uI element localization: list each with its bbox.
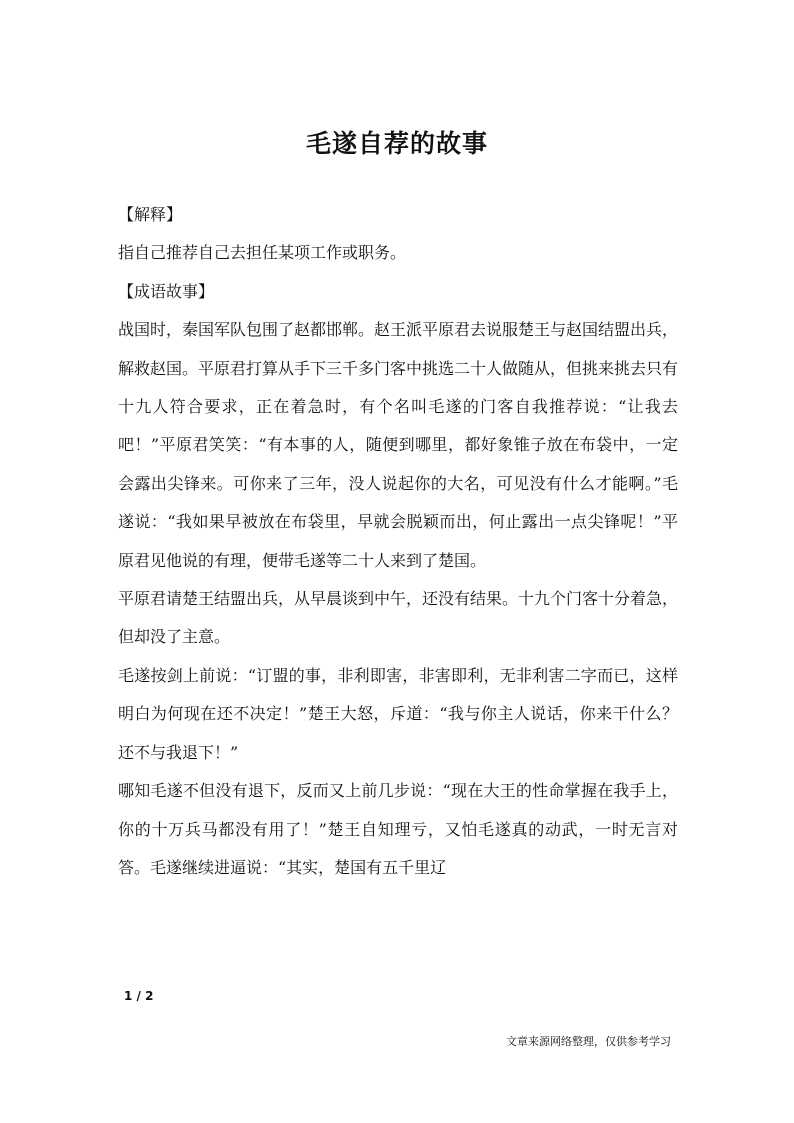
story-paragraph: 平原君请楚王结盟出兵，从早晨谈到中午，还没有结果。十九个门客十分着急，但却没了主意。 [118, 589, 679, 647]
section-heading-story: 【成语故事】 [118, 281, 215, 301]
footer-note: 文章来源网络整理，仅供参考学习 [506, 1035, 671, 1048]
story-paragraph: 哪知毛遂不但没有退下，反而又上前几步说：“现在大王的性命掌握在我手上，你的十万兵马都没有用了！”楚王自知理亏，又怕毛遂真的动武，一时无言对答。毛遂继续进逼说：“其实，楚国有五千里辽 [118, 781, 678, 877]
explanation-text: 指自己推荐自己去担任某项工作或职务。 [118, 243, 407, 263]
section-heading-explanation: 【解释】 [118, 205, 183, 224]
page-title: 毛遂自荐的故事 [305, 129, 488, 158]
story-paragraph: 战国时，秦国军队包围了赵都邯郸。赵王派平原君去说服楚王与赵国结盟出兵，解救赵国。平原君打算从手下三千多门客中挑选二十人做随从，但挑来挑去只有十九人符合要求，正在着急时，有个名叫毛遂的门客自我推荐说：“让我去吧！”平原君笑笑：“有本事的人，随便到哪里，都好象锥子放在布袋中，一定会露出尖锋来。可你来了三年，没人说起你的大名，可见没有什么才能啊。”毛遂说：“我如果早被放在布袋里，早就会脱颖而出，何止露出一点尖锋呢！”平原君见他说的有理，便带毛遂等二十人来到了楚国。 [118, 320, 679, 570]
document-body [118, 196, 678, 887]
story-paragraph: 毛遂按剑上前说：“订盟的事，非利即害，非害即利，无非利害二字而已，这样明白为何现在还不决定！”楚王大怒，斥道：“我与你主人说话，你来干什么？还不与我退下！” [118, 665, 678, 762]
page-number: 1 / 2 [124, 989, 154, 1003]
